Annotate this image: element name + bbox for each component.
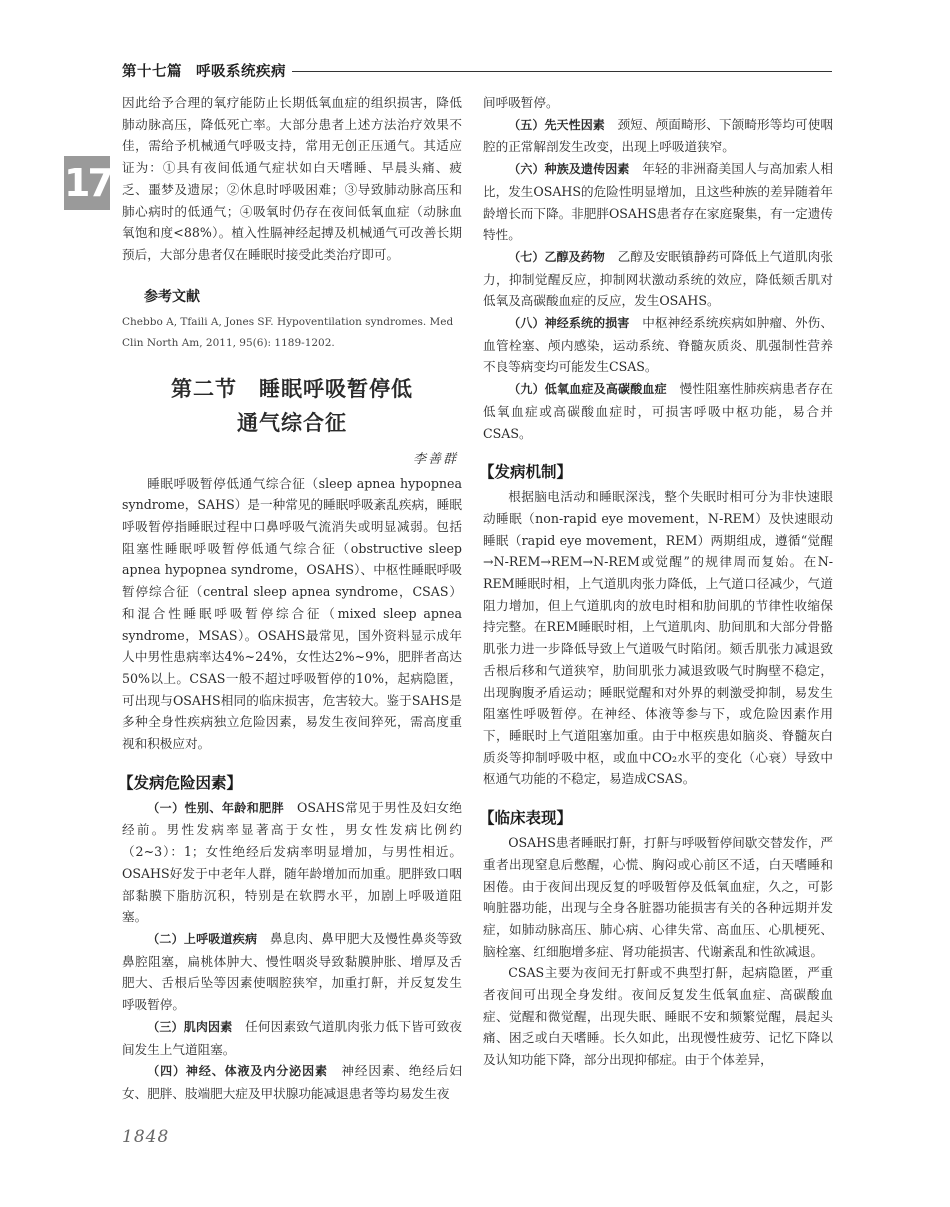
paragraph-lead: （五）先天性因素 bbox=[508, 117, 605, 132]
paragraph-text: 神经因素、绝经后妇女、肥胖、肢端肥大症及甲状腺功能减退患者等均易发生夜 bbox=[122, 1063, 463, 1101]
paragraph bbox=[122, 928, 462, 1016]
paragraph-lead: （八）神经系统的损害 bbox=[508, 316, 630, 331]
chapter-tab: 17 bbox=[64, 156, 110, 210]
section-title-line-2: 通气综合征 bbox=[237, 409, 347, 435]
clinical-heading: 【临床表现】 bbox=[479, 809, 573, 828]
right-column bbox=[479, 92, 834, 1071]
paragraph-lead: （六）种族及遗传因素 bbox=[508, 162, 630, 177]
references-heading: 参考文献 bbox=[144, 288, 200, 305]
paragraph bbox=[122, 797, 462, 928]
paragraph-text: OSAHS常见于男性及妇女绝经前。男性发病率显著高于女性，男女性发病比例约（2~3）：1；女性绝经后发病率明显增加，与男性相近。OSAHS好发于中老年人群，随年龄增加而加重。肥胖致口咽部黏膜下脂肪沉积，特别是在软腭水平，加剧上呼吸道阻塞。 bbox=[122, 799, 462, 925]
paragraph: 间呼吸暂停。 bbox=[483, 95, 559, 110]
paragraph-lead: （一）性别、年龄和肥胖 bbox=[147, 800, 285, 815]
paragraph bbox=[483, 158, 833, 246]
running-head bbox=[122, 58, 832, 82]
risk-factors-heading: 【发病危险因素】 bbox=[118, 773, 243, 792]
reference-entry: Chebbo A, Tfaili A, Jones SF. Hypoventilation syndromes. Med Clin North Am, 2011, 95(6): 1189-1202. bbox=[122, 315, 454, 349]
paragraph-lead: （三）肌肉因素 bbox=[147, 1019, 233, 1034]
paragraph-text: 慢性阻塞性肺疾病患者存在低氧血症或高碳酸血症时，可损害呼吸中枢功能，易合并CSAS。 bbox=[483, 381, 833, 441]
paragraph bbox=[122, 1060, 462, 1104]
paragraph bbox=[483, 246, 833, 312]
paragraph: 因此给予合理的氧疗能防止长期低氧血症的组织损害，降低肺动脉高压，降低死亡率。大部分患者上述方法治疗效果不佳，需给予机械通气呼吸支持，常用无创正压通气。其适应证为：①具有夜间低通气症状如白天嗜睡、早晨头痛、疲乏、噩梦及遗尿；②休息时呼吸困难；③导致肺动脉高压和肺心病时的低通气；④吸氧时仍存在夜间低氧血症（动脉血氧饱和度<88%）。植入性膈神经起搏及机械通气可改善长期预后，大部分患者仅在睡眠时接受此类治疗即可。 bbox=[122, 95, 462, 262]
paragraph-lead: （七）乙醇及药物 bbox=[508, 249, 605, 264]
paragraph: OSAHS患者睡眠打鼾，打鼾与呼吸暂停间歇交替发作，严重者出现窒息后憋醒，心慌、胸闷或心前区不适，白天嗜睡和困倦。由于夜间出现反复的呼吸暂停及低氧血症，久之，可影响脏器功能，出现与全身各脏器功能损害有关的各种远期并发症，如肺动脉高压、肺心病、心律失常、高血压、心肌梗死、脑栓塞、红细胞增多症、肾功能损害、代谢紊乱和性欲减退。 bbox=[483, 835, 833, 959]
running-head-text bbox=[122, 60, 286, 81]
paragraph-text: 任何因素致气道肌肉张力低下皆可致夜间发生上气道阻塞。 bbox=[122, 1018, 462, 1057]
paragraph bbox=[483, 312, 833, 378]
paragraph-text: 颈短、颅面畸形、下颌畸形等均可使咽腔的正常解剖发生改变，出现上呼吸道狭窄。 bbox=[483, 116, 834, 155]
paragraph-lead: （二）上呼吸道疾病 bbox=[147, 931, 258, 946]
paragraph-text: 鼻息肉、鼻甲肥大及慢性鼻炎等致鼻腔阻塞，扁桃体肿大、慢性咽炎导致黏膜肿胀、增厚及舌肥大、舌根后坠等因素使咽腔狭窄，加重打鼾，并反复发生呼吸暂停。 bbox=[122, 930, 463, 1013]
paragraph-text: 中枢神经系统疾病如肿瘤、外伤、血管栓塞、颅内感染，运动系统、脊髓灰质炎、肌强制性营养不良等病变均可能发生CSAS。 bbox=[483, 315, 834, 375]
paragraph-lead: （四）神经、体液及内分泌因素 bbox=[147, 1064, 328, 1079]
paragraph: 睡眠呼吸暂停低通气综合征（sleep apnea hypopnea syndrome，SAHS）是一种常见的睡眠呼吸紊乱疾病，睡眠呼吸暂停指睡眠过程中口鼻呼吸气流消失或明显减弱。包括阻塞性睡眠呼吸暂停低通气综合征（obstructive sleep apnea hypopnea syndrome，OSAHS）、中枢性睡眠呼吸暂停综合征（central sleep apnea syndrome，CSAS）和混合性睡眠呼吸暂停综合征（mixed sleep apnea syndrome，MSAS）。OSAHS最常见，国外资料显示成年人中男性患病率达4%~24%，女性达2%~9%，肥胖者高达50%以上。CSAS一般不超过呼吸暂停的10%，起病隐匿，可出现与OSAHS相同的临床损害，危害较大。鉴于SAHS是多种全身性疾病独立危险因素，易发生夜间猝死，需高度重视和积极应对。 bbox=[122, 475, 462, 752]
section-title-line-1: 第二节 睡眠呼吸暂停低 bbox=[171, 375, 413, 401]
running-head-part: 第十七篇 bbox=[122, 63, 182, 80]
left-column bbox=[118, 92, 463, 1105]
paragraph bbox=[483, 378, 833, 444]
paragraph-lead: （九）低氧血症及高碳酸血症 bbox=[508, 382, 667, 397]
paragraph: CSAS主要为夜间无打鼾或不典型打鼾，起病隐匿，严重者夜间可出现全身发绀。夜间反复发生低氧血症、高碳酸血症、觉醒和微觉醒，出现失眠、睡眠不安和频繁觉醒，晨起头痛、困乏或白天嗜睡。长久如此，出现慢性疲劳、记忆下降以及认知功能下降，部分出现抑郁症。由于个体差异， bbox=[483, 965, 833, 1068]
paragraph bbox=[483, 114, 833, 158]
page-number: 1848 bbox=[122, 1127, 170, 1147]
paragraph-text: 年轻的非洲裔美国人与高加索人相比，发生OSAHS的危险性明显增加，且这些种族的差异随着年龄增长而下降。非肥胖OSAHS患者存在家庭聚集，有一定遗传特性。 bbox=[483, 161, 834, 243]
paragraph-text: 乙醇及安眠镇静药可降低上气道肌肉张力，抑制觉醒反应，抑制网状激动系统的效应，降低颏舌肌对低氧及高碳酸血症的反应，发生OSAHS。 bbox=[483, 248, 834, 309]
section-title bbox=[122, 372, 462, 440]
author: 李善群 bbox=[412, 451, 458, 467]
pathogenesis-heading: 【发病机制】 bbox=[479, 463, 573, 482]
paragraph: 根据脑电活动和睡眠深浅，整个失眠时相可分为非快速眼动睡眠（non-rapid eye movement，N-REM）及快速眼动睡眠（rapid eye movement，REM）两期组成，遵循“觉醒→N-REM→REM→N-REM或觉醒”的规律周而复始。在N-REM睡眠时相，上气道肌肉张力降低，上气道口径减少，气道阻力增加，但上气道肌肉的放电时相和肋间肌的节律性收缩保持完整。在REM睡眠时相，上气道肌肉、肋间肌和大部分骨骼肌张力进一步降低导致上气道吸气时陷闭。颏舌肌张力减退致舌根后移和气道狭窄，肋间肌张力减退致吸气时胸壁不稳定，出现胸腹矛盾运动；睡眠觉醒和对外界的刺激受抑制，易发生阻塞性呼吸暂停。在神经、体液等参与下，或危险因素作用下，睡眠时上气道阻塞加重。由于中枢疾患如脑炎、脊髓灰白质炎等抑制呼吸中枢，或血中CO₂水平的变化（心衰）导致中枢通气功能的不稳定，易造成CSAS。 bbox=[483, 489, 833, 787]
running-head-title: 呼吸系统疾病 bbox=[196, 63, 286, 80]
paragraph bbox=[122, 1016, 462, 1060]
running-head-rule bbox=[292, 71, 832, 72]
